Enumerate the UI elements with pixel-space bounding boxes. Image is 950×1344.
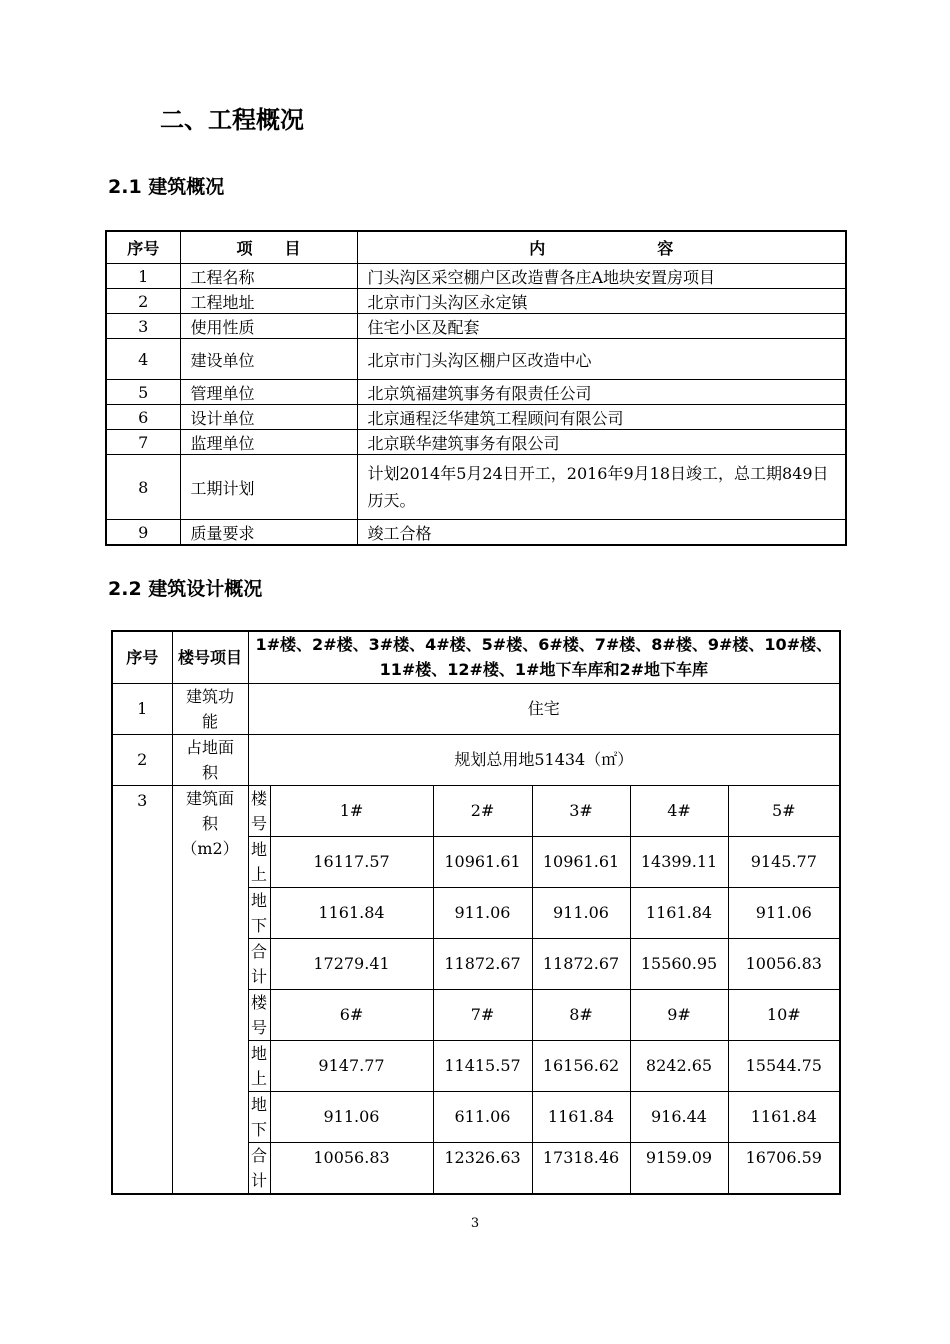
cell-total: 9159.09 — [630, 1142, 728, 1194]
row-no: 8 — [106, 455, 180, 520]
row-content: 门头沟区采空棚户区改造曹各庄A地块安置房项目 — [357, 264, 846, 289]
header-content: 内 容 — [357, 231, 846, 264]
table-row — [106, 520, 846, 546]
cell-below: 611.06 — [433, 1091, 532, 1142]
table-row — [106, 339, 846, 380]
cell-above: 9145.77 — [728, 836, 840, 887]
row-item: 建筑功能 — [172, 683, 248, 734]
header-scope: 1#楼、2#楼、3#楼、4#楼、5#楼、6#楼、7#楼、8#楼、9#楼、10#楼、11#楼、12#楼、1#地下车库和2#地下车库 — [248, 631, 840, 683]
table-row — [106, 289, 846, 314]
cell-building: 2# — [433, 785, 532, 836]
cell-below: 1161.84 — [728, 1091, 840, 1142]
table-row — [106, 430, 846, 455]
chapter-heading: 二、工程概况 — [160, 106, 304, 134]
table-row — [106, 405, 846, 430]
cell-above: 8242.65 — [630, 1040, 728, 1091]
row-content: 北京市门头沟区永定镇 — [357, 289, 846, 314]
table-row — [106, 455, 846, 520]
cell-building: 8# — [532, 989, 630, 1040]
section-title-building-overview: 2.1 建筑概况 — [108, 176, 225, 198]
label-below: 地下 — [248, 1091, 270, 1142]
row-item: 监理单位 — [180, 430, 357, 455]
row-no: 5 — [106, 380, 180, 405]
label-total: 合计 — [248, 1142, 270, 1194]
header-item: 楼号项目 — [172, 631, 248, 683]
header-no: 序号 — [112, 631, 172, 683]
table-row — [106, 264, 846, 289]
row-no: 2 — [112, 734, 172, 785]
cell-building: 3# — [532, 785, 630, 836]
cell-total: 10056.83 — [270, 1142, 433, 1194]
header-no: 序号 — [106, 231, 180, 264]
cell-building: 9# — [630, 989, 728, 1040]
label-total: 合计 — [248, 938, 270, 989]
table-row — [106, 380, 846, 405]
row-item: 建设单位 — [180, 339, 357, 380]
cell-total: 16706.59 — [728, 1142, 840, 1194]
cell-building: 6# — [270, 989, 433, 1040]
label-building: 楼号 — [248, 989, 270, 1040]
cell-above: 9147.77 — [270, 1040, 433, 1091]
cell-total: 11872.67 — [433, 938, 532, 989]
table-header-row — [112, 631, 840, 683]
cell-below: 1161.84 — [630, 887, 728, 938]
cell-building: 10# — [728, 989, 840, 1040]
cell-building: 5# — [728, 785, 840, 836]
cell-above: 14399.11 — [630, 836, 728, 887]
header-item: 项 目 — [180, 231, 357, 264]
cell-total: 11872.67 — [532, 938, 630, 989]
row-item: 工程名称 — [180, 264, 357, 289]
table-row — [112, 734, 840, 785]
cell-above: 16156.62 — [532, 1040, 630, 1091]
cell-below: 1161.84 — [532, 1091, 630, 1142]
building-overview-table — [105, 230, 847, 546]
row-no: 3 — [106, 314, 180, 339]
table-row — [106, 314, 846, 339]
row-no: 2 — [106, 289, 180, 314]
cell-below: 911.06 — [728, 887, 840, 938]
row-item: 工期计划 — [180, 455, 357, 520]
section-title-design-overview: 2.2 建筑设计概况 — [108, 578, 263, 600]
cell-total: 10056.83 — [728, 938, 840, 989]
label-above: 地上 — [248, 836, 270, 887]
table-header-row — [106, 231, 846, 264]
row-content: 计划2014年5月24日开工，2016年9月18日竣工，总工期849日历天。 — [357, 455, 846, 520]
cell-building: 1# — [270, 785, 433, 836]
design-overview-table — [111, 630, 841, 1195]
label-building: 楼号 — [248, 785, 270, 836]
row-no: 6 — [106, 405, 180, 430]
cell-total: 17318.46 — [532, 1142, 630, 1194]
cell-building: 7# — [433, 989, 532, 1040]
row-item: 设计单位 — [180, 405, 357, 430]
row-no: 3 — [112, 785, 172, 1194]
row-no: 7 — [106, 430, 180, 455]
row-no: 1 — [112, 683, 172, 734]
label-above: 地上 — [248, 1040, 270, 1091]
cell-below: 1161.84 — [270, 887, 433, 938]
row-no: 4 — [106, 339, 180, 380]
cell-building: 4# — [630, 785, 728, 836]
label-below: 地下 — [248, 887, 270, 938]
row-value: 规划总用地51434（㎡） — [248, 734, 840, 785]
cell-below: 911.06 — [433, 887, 532, 938]
cell-above: 11415.57 — [433, 1040, 532, 1091]
page-number: 3 — [470, 1216, 480, 1231]
cell-below: 916.44 — [630, 1091, 728, 1142]
row-value: 住宅 — [248, 683, 840, 734]
cell-above: 15544.75 — [728, 1040, 840, 1091]
row-item: 占地面积 — [172, 734, 248, 785]
cell-below: 911.06 — [270, 1091, 433, 1142]
table-row — [112, 683, 840, 734]
row-content: 北京市门头沟区棚户区改造中心 — [357, 339, 846, 380]
cell-above: 16117.57 — [270, 836, 433, 887]
cell-total: 17279.41 — [270, 938, 433, 989]
cell-total: 15560.95 — [630, 938, 728, 989]
row-content: 北京通程泛华建筑工程顾问有限公司 — [357, 405, 846, 430]
cell-total: 12326.63 — [433, 1142, 532, 1194]
row-content: 北京联华建筑事务有限公司 — [357, 430, 846, 455]
row-no: 1 — [106, 264, 180, 289]
row-item: 使用性质 — [180, 314, 357, 339]
table-row — [112, 785, 840, 836]
row-content: 竣工合格 — [357, 520, 846, 546]
row-item: 建筑面积（m2） — [172, 785, 248, 1194]
cell-above: 10961.61 — [433, 836, 532, 887]
row-content: 住宅小区及配套 — [357, 314, 846, 339]
row-item: 管理单位 — [180, 380, 357, 405]
cell-above: 10961.61 — [532, 836, 630, 887]
row-no: 9 — [106, 520, 180, 546]
row-content: 北京筑福建筑事务有限责任公司 — [357, 380, 846, 405]
row-item: 质量要求 — [180, 520, 357, 546]
cell-below: 911.06 — [532, 887, 630, 938]
row-item: 工程地址 — [180, 289, 357, 314]
